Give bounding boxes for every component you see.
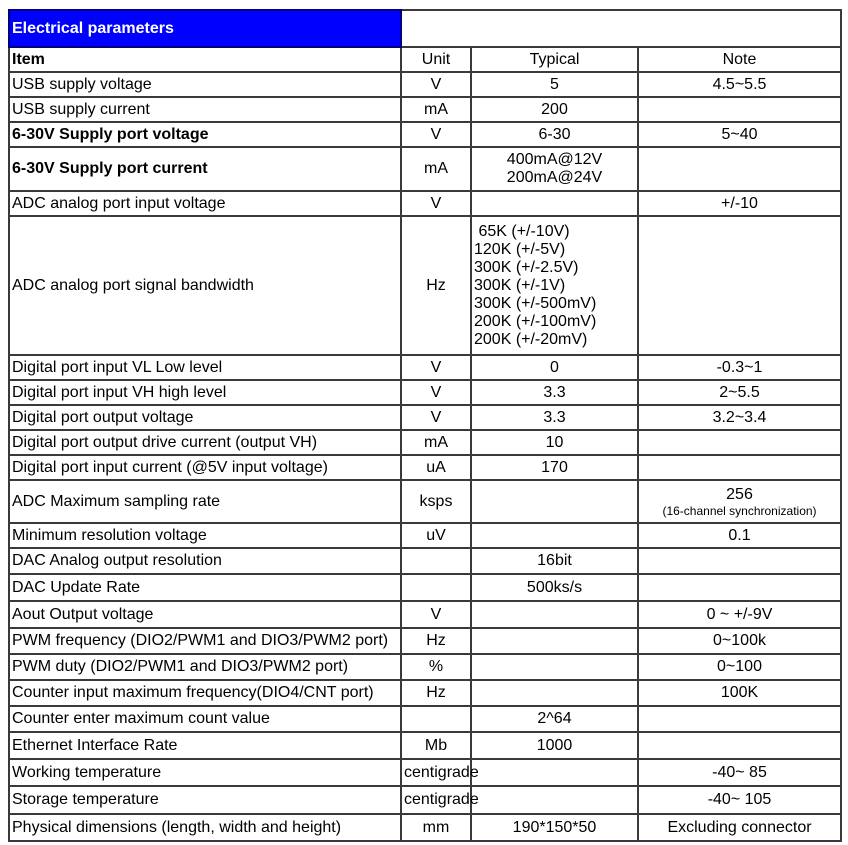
table-row [9,122,841,147]
typical-cell [471,147,638,191]
unit-cell: V [401,405,471,430]
table-row [9,759,841,786]
electrical-parameters-table [8,9,842,842]
note-cell [638,216,841,355]
item-cell: Storage temperature [9,786,401,814]
item-cell: Working temperature [9,759,401,786]
typical-cell [471,480,638,523]
bandwidth-line: 200K (+/-20mV) [474,330,588,348]
note-cell: 0.1 [638,523,841,548]
header-note: Note [638,47,841,72]
header-item: Item [9,47,401,72]
table-row [9,732,841,759]
header-unit: Unit [401,47,471,72]
typical-cell: 200 [471,97,638,122]
typical-cell [471,523,638,548]
typical-line: 400mA@12V [506,151,603,168]
typical-cell [471,786,638,814]
item-cell: DAC Update Rate [9,574,401,601]
bandwidth-line: 300K (+/-1V) [474,276,566,294]
unit-cell: mm [401,814,471,841]
table-row [9,97,841,122]
item-cell: Counter input maximum frequency(DIO4/CNT port) [9,680,401,706]
note-cell: 100K [638,680,841,706]
note-cell [638,574,841,601]
bandwidth-line: 300K (+/-500mV) [474,294,597,312]
item-cell: Digital port output voltage [9,405,401,430]
typical-cell: 0 [471,355,638,380]
bandwidth-line: 120K (+/-5V) [474,240,566,258]
item-cell: Digital port output drive current (output VH) [9,430,401,455]
table-row [9,380,841,405]
note-cell: -40~ 85 [638,759,841,786]
table-row [9,216,841,355]
unit-cell: centigrade [401,759,471,786]
typical-cell [471,628,638,654]
unit-cell: mA [401,430,471,455]
item-cell: Digital port input current (@5V input voltage) [9,455,401,480]
typical-cell [471,216,638,355]
item-cell: 6-30V Supply port voltage [9,122,401,147]
item-cell: USB supply current [9,97,401,122]
table-row [9,405,841,430]
note-cell: +/-10 [638,191,841,216]
table-row [9,548,841,574]
unit-cell: ksps [401,480,471,523]
unit-cell: Hz [401,680,471,706]
typical-cell [471,759,638,786]
table-row [9,814,841,841]
unit-cell: mA [401,97,471,122]
item-cell: PWM frequency (DIO2/PWM1 and DIO3/PWM2 port) [9,628,401,654]
table-row [9,191,841,216]
note-cell: -0.3~1 [638,355,841,380]
note-subtext: (16-channel synchronization) [662,503,817,518]
item-cell: Digital port input VH high level [9,380,401,405]
note-cell [638,455,841,480]
item-cell: Aout Output voltage [9,601,401,628]
note-cell [638,706,841,732]
unit-cell [401,574,471,601]
unit-cell [401,706,471,732]
note-cell: 5~40 [638,122,841,147]
unit-cell: V [401,122,471,147]
typical-cell: 500ks/s [471,574,638,601]
table-row [9,523,841,548]
table-row [9,430,841,455]
table-row [9,355,841,380]
item-cell: ADC analog port input voltage [9,191,401,216]
item-cell: ADC analog port signal bandwidth [9,216,401,355]
table-row [9,706,841,732]
unit-cell: mA [401,147,471,191]
note-cell: Excluding connector [638,814,841,841]
header-row [9,47,841,72]
table-title: Electrical parameters [9,10,401,47]
note-value: 256 [726,485,753,503]
note-cell: 0~100 [638,654,841,680]
unit-cell: V [401,191,471,216]
typical-cell: 10 [471,430,638,455]
note-cell: -40~ 105 [638,786,841,814]
table-row [9,147,841,191]
unit-cell: V [401,380,471,405]
typical-cell: 6-30 [471,122,638,147]
typical-cell: 170 [471,455,638,480]
unit-cell: V [401,72,471,97]
item-cell: ADC Maximum sampling rate [9,480,401,523]
item-cell: Minimum resolution voltage [9,523,401,548]
note-cell [638,97,841,122]
typical-cell: 3.3 [471,380,638,405]
typical-cell [471,680,638,706]
bandwidth-line: 200K (+/-100mV) [474,312,597,330]
note-cell [638,480,841,523]
table-row [9,72,841,97]
unit-cell: Mb [401,732,471,759]
typical-line: 200mA@24V [506,169,603,186]
note-cell [638,548,841,574]
header-typical: Typical [471,47,638,72]
title-row [9,10,841,47]
table-row [9,680,841,706]
typical-cell: 16bit [471,548,638,574]
note-cell: 0 ~ +/-9V [638,601,841,628]
typical-cell: 5 [471,72,638,97]
note-cell: 3.2~3.4 [638,405,841,430]
table-row [9,574,841,601]
typical-cell [471,601,638,628]
title-blank-cell [401,10,841,47]
typical-cell [471,654,638,680]
typical-cell: 3.3 [471,405,638,430]
unit-cell: centigrade [401,786,471,814]
unit-cell: Hz [401,216,471,355]
bandwidth-line: 300K (+/-2.5V) [474,258,579,276]
unit-cell: uA [401,455,471,480]
table-row [9,455,841,480]
note-cell: 2~5.5 [638,380,841,405]
item-cell: 6-30V Supply port current [9,147,401,191]
note-cell [638,430,841,455]
item-cell: PWM duty (DIO2/PWM1 and DIO3/PWM2 port) [9,654,401,680]
bandwidth-line: 65K (+/-10V) [474,222,570,240]
typical-cell: 190*150*50 [471,814,638,841]
item-cell: USB supply voltage [9,72,401,97]
typical-cell: 1000 [471,732,638,759]
table-row [9,601,841,628]
note-cell: 0~100k [638,628,841,654]
table-row [9,654,841,680]
typical-cell [471,191,638,216]
unit-cell: V [401,355,471,380]
note-cell [638,147,841,191]
unit-cell: Hz [401,628,471,654]
table-row [9,480,841,523]
item-cell: Digital port input VL Low level [9,355,401,380]
note-cell [638,732,841,759]
unit-cell [401,548,471,574]
typical-cell: 2^64 [471,706,638,732]
item-cell: Counter enter maximum count value [9,706,401,732]
item-cell: DAC Analog output resolution [9,548,401,574]
item-cell: Ethernet Interface Rate [9,732,401,759]
item-cell: Physical dimensions (length, width and height) [9,814,401,841]
note-cell: 4.5~5.5 [638,72,841,97]
table-row [9,628,841,654]
table-row [9,786,841,814]
unit-cell: V [401,601,471,628]
unit-cell: uV [401,523,471,548]
unit-cell: % [401,654,471,680]
